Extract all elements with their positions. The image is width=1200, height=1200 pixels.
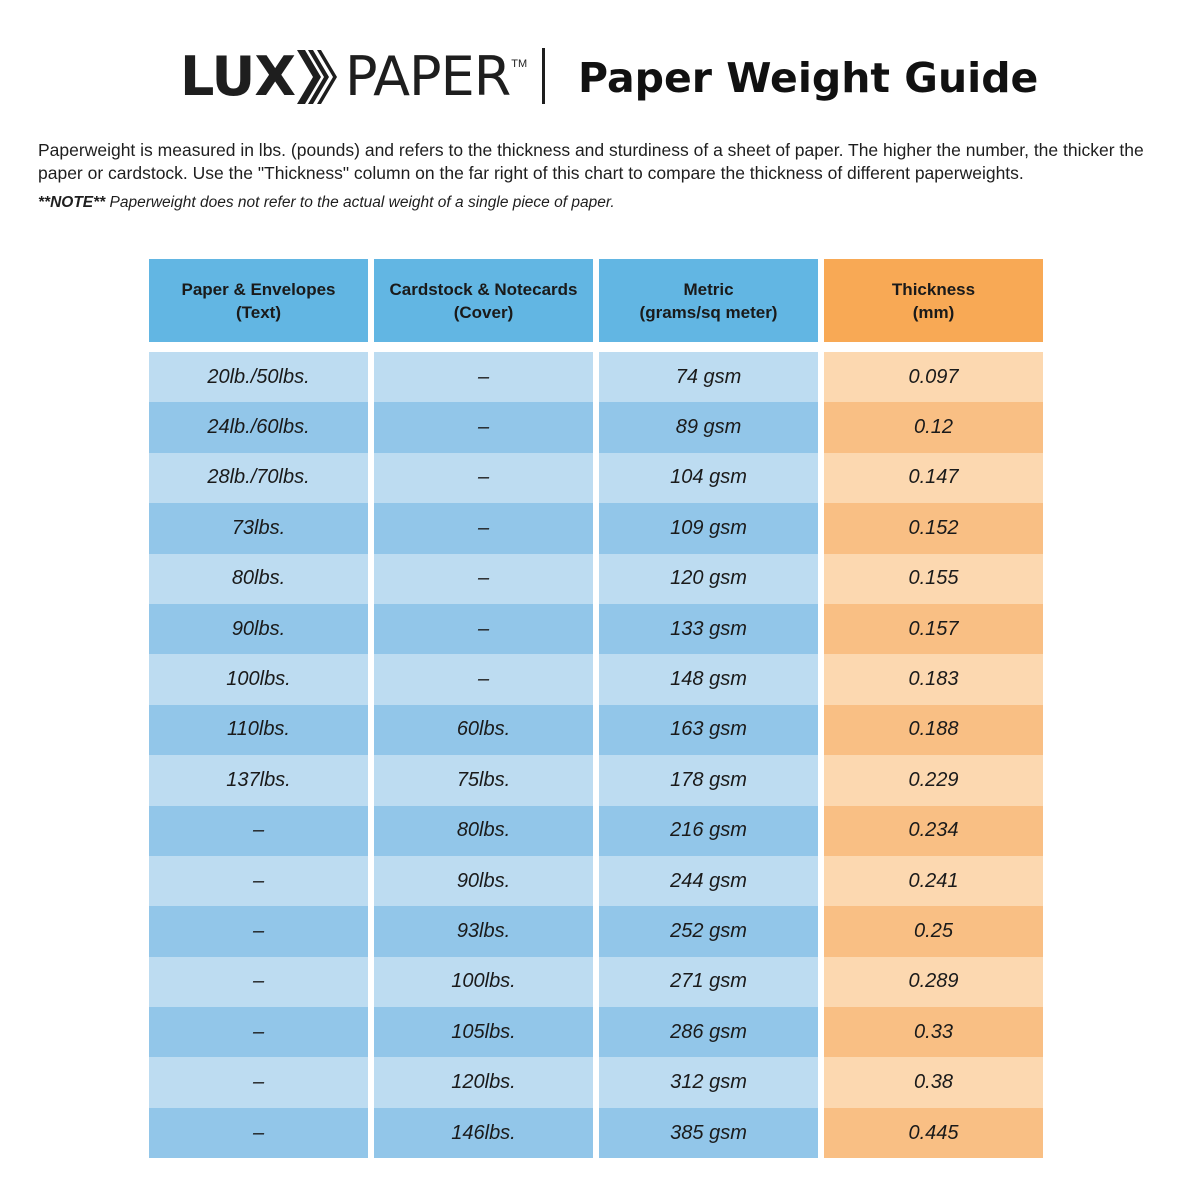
table-row (149, 554, 1043, 604)
cell-metric: 252 gsm (599, 906, 818, 956)
cell-metric: 109 gsm (599, 503, 818, 553)
cell-thickness: 0.38 (824, 1057, 1043, 1107)
cell-cardstock-weight: – (374, 654, 593, 704)
cell-thickness: 0.33 (824, 1007, 1043, 1057)
cell-thickness: 0.25 (824, 906, 1043, 956)
cell-paper-weight: 73lbs. (149, 503, 368, 553)
table-row (149, 1007, 1043, 1057)
cell-paper-weight: 24lb./60lbs. (149, 402, 368, 452)
column-header-subtitle: (mm) (912, 302, 955, 322)
cell-paper-weight: – (149, 806, 368, 856)
column-header-cardstock-notecards (374, 259, 593, 342)
cell-thickness: 0.12 (824, 402, 1043, 452)
cell-paper-weight: 80lbs. (149, 554, 368, 604)
cell-paper-weight: – (149, 957, 368, 1007)
cell-paper-weight: 28lb./70lbs. (149, 453, 368, 503)
intro-paragraph: Paperweight is measured in lbs. (pounds) and refers to the thickness and sturdiness of a sheet of paper. The higher the number, the thicker the paper or cardstock. Use the "Thickness" column on the far right of this chart to compare the thickness of different paperweights. (38, 140, 1144, 183)
cell-cardstock-weight: – (374, 352, 593, 402)
cell-paper-weight: – (149, 1007, 368, 1057)
logo-trademark: TM (511, 58, 528, 70)
column-header-title: Metric (683, 279, 734, 299)
logo-paper-text: PAPER (344, 45, 511, 108)
cell-metric: 133 gsm (599, 604, 818, 654)
cell-metric: 104 gsm (599, 453, 818, 503)
table-header-row (149, 259, 1043, 342)
cell-thickness: 0.147 (824, 453, 1043, 503)
cell-cardstock-weight: 93lbs. (374, 906, 593, 956)
table-row (149, 503, 1043, 553)
cell-cardstock-weight: 120lbs. (374, 1057, 593, 1107)
cell-paper-weight: 20lb./50lbs. (149, 352, 368, 402)
luxpaper-logo (180, 46, 527, 108)
cell-cardstock-weight: 105lbs. (374, 1007, 593, 1057)
table-row (149, 906, 1043, 956)
note-label: **NOTE** (38, 194, 106, 211)
cell-metric: 271 gsm (599, 957, 818, 1007)
cell-metric: 178 gsm (599, 755, 818, 805)
cell-cardstock-weight: 80lbs. (374, 806, 593, 856)
cell-metric: 216 gsm (599, 806, 818, 856)
column-header-thickness (824, 259, 1043, 342)
column-header-paper-envelopes (149, 259, 368, 342)
header (0, 40, 1200, 110)
table-row (149, 453, 1043, 503)
cell-metric: 74 gsm (599, 352, 818, 402)
table-row (149, 352, 1043, 402)
cell-metric: 148 gsm (599, 654, 818, 704)
page-title: Paper Weight Guide (578, 54, 1039, 102)
cell-thickness: 0.229 (824, 755, 1043, 805)
cell-cardstock-weight: – (374, 453, 593, 503)
cell-cardstock-weight: – (374, 554, 593, 604)
cell-thickness: 0.289 (824, 957, 1043, 1007)
cell-cardstock-weight: 100lbs. (374, 957, 593, 1007)
logo-lux-text: LUX (180, 45, 295, 108)
cell-paper-weight: 137lbs. (149, 755, 368, 805)
cell-thickness: 0.152 (824, 503, 1043, 553)
cell-metric: 89 gsm (599, 402, 818, 452)
cell-cardstock-weight: 90lbs. (374, 856, 593, 906)
table-body (149, 352, 1043, 1158)
column-header-subtitle: (grams/sq meter) (639, 302, 778, 322)
cell-thickness: 0.183 (824, 654, 1043, 704)
cell-thickness: 0.188 (824, 705, 1043, 755)
cell-paper-weight: – (149, 1057, 368, 1107)
cell-cardstock-weight: – (374, 402, 593, 452)
column-header-title: Cardstock & Notecards (389, 279, 578, 299)
cell-paper-weight: 110lbs. (149, 705, 368, 755)
logo-x-icon (297, 50, 343, 104)
cell-thickness: 0.234 (824, 806, 1043, 856)
cell-thickness: 0.155 (824, 554, 1043, 604)
column-header-title: Paper & Envelopes (181, 279, 336, 299)
table-row (149, 654, 1043, 704)
cell-metric: 244 gsm (599, 856, 818, 906)
cell-thickness: 0.157 (824, 604, 1043, 654)
table-row (149, 705, 1043, 755)
table-row (149, 957, 1043, 1007)
column-header-subtitle: (Cover) (453, 302, 514, 322)
cell-metric: 312 gsm (599, 1057, 818, 1107)
cell-metric: 286 gsm (599, 1007, 818, 1057)
table-row (149, 856, 1043, 906)
cell-thickness: 0.241 (824, 856, 1043, 906)
cell-paper-weight: – (149, 856, 368, 906)
cell-cardstock-weight: – (374, 503, 593, 553)
cell-metric: 163 gsm (599, 705, 818, 755)
table-row (149, 1057, 1043, 1107)
paper-weight-table (149, 259, 1043, 1158)
cell-cardstock-weight: – (374, 604, 593, 654)
cell-paper-weight: – (149, 1108, 368, 1158)
cell-cardstock-weight: 146lbs. (374, 1108, 593, 1158)
cell-paper-weight: 100lbs. (149, 654, 368, 704)
cell-paper-weight: – (149, 906, 368, 956)
table-row (149, 402, 1043, 452)
table-row (149, 1108, 1043, 1158)
cell-thickness: 0.445 (824, 1108, 1043, 1158)
cell-cardstock-weight: 60lbs. (374, 705, 593, 755)
cell-metric: 385 gsm (599, 1108, 818, 1158)
column-header-metric (599, 259, 818, 342)
column-header-subtitle: (Text) (235, 302, 281, 322)
header-divider (542, 48, 545, 104)
table-row (149, 755, 1043, 805)
note-body: Paperweight does not refer to the actual weight of a single piece of paper. (105, 194, 615, 211)
table-row (149, 604, 1043, 654)
cell-cardstock-weight: 75lbs. (374, 755, 593, 805)
note-text (38, 194, 615, 212)
cell-paper-weight: 90lbs. (149, 604, 368, 654)
cell-metric: 120 gsm (599, 554, 818, 604)
cell-thickness: 0.097 (824, 352, 1043, 402)
column-header-title: Thickness (891, 279, 976, 299)
table-row (149, 806, 1043, 856)
